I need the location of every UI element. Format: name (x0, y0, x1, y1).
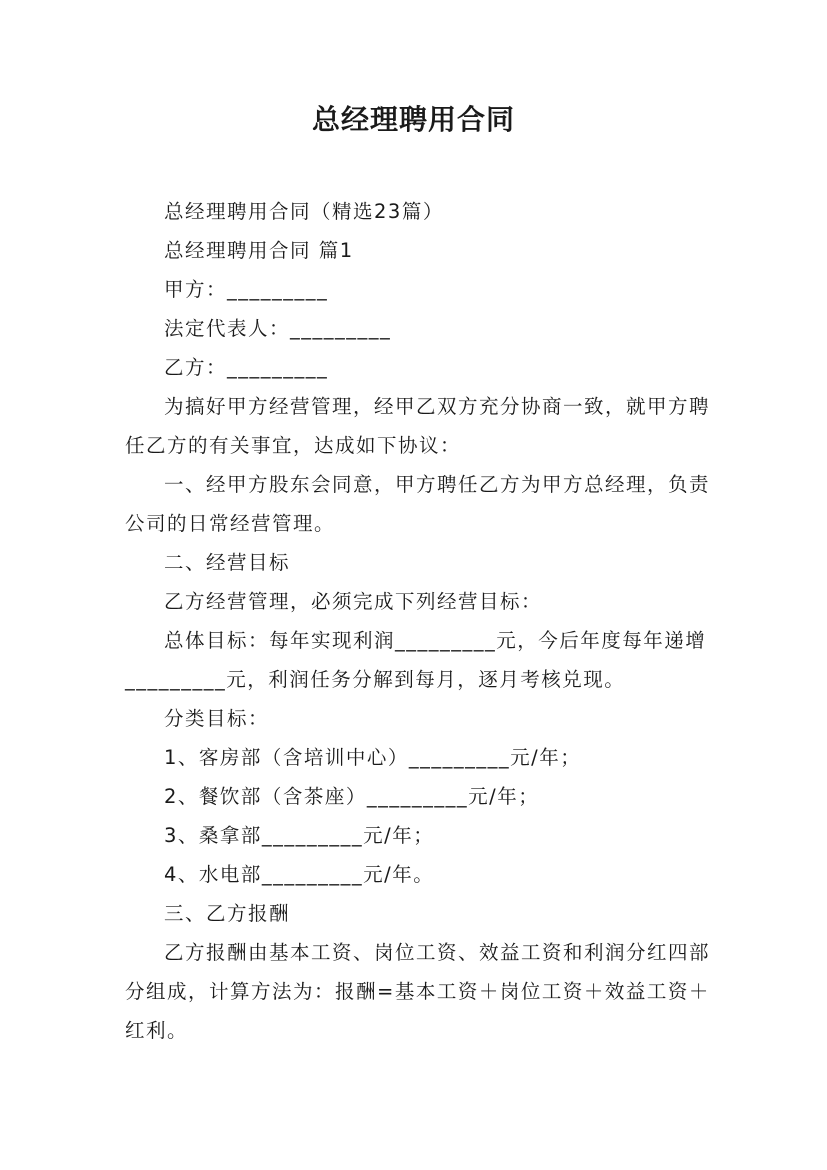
party-a-line: 甲方：_________ (164, 278, 329, 301)
overall-target-paragraph: 总体目标：每年实现利润_________元，今后年度每年递增_________元，利润任务分解到每月，逐月考核兑现。 (125, 629, 707, 691)
section-heading: 总经理聘用合同 篇1 (164, 239, 354, 262)
clause-3-heading: 三、乙方报酬 (164, 902, 291, 925)
document-title: 总经理聘用合同 (311, 103, 515, 136)
clause-1-paragraph: 一、经甲方股东会同意，甲方聘任乙方为甲方总经理，负责公司的日常经营管理。 (125, 473, 711, 535)
remuneration-paragraph: 乙方报酬由基本工资、岗位工资、效益工资和利润分红四部分组成，计算方法为：报酬=基本工资＋岗位工资＋效益工资＋红利。 (125, 941, 711, 1042)
party-b-line: 乙方：_________ (164, 356, 329, 379)
category-target-item: 3、桑拿部_________元/年； (164, 824, 435, 847)
document-body (125, 192, 710, 1050)
legal-representative-line: 法定代表人：_________ (164, 317, 392, 340)
category-target-item: 2、餐饮部（含茶座）_________元/年； (164, 785, 540, 808)
clause-2-heading: 二、经营目标 (164, 551, 291, 574)
preamble-paragraph: 为搞好甲方经营管理，经甲乙双方充分协商一致，就甲方聘任乙方的有关事宜，达成如下协议： (125, 395, 711, 457)
category-target-heading: 分类目标： (164, 707, 270, 730)
category-target-item: 1、客房部（含培训中心）_________元/年； (164, 746, 582, 769)
category-target-item: 4、水电部_________元/年。 (164, 863, 435, 886)
clause-2-intro: 乙方经营管理，必须完成下列经营目标： (164, 590, 543, 613)
subtitle-paragraph: 总经理聘用合同（精选23篇） (164, 200, 444, 223)
